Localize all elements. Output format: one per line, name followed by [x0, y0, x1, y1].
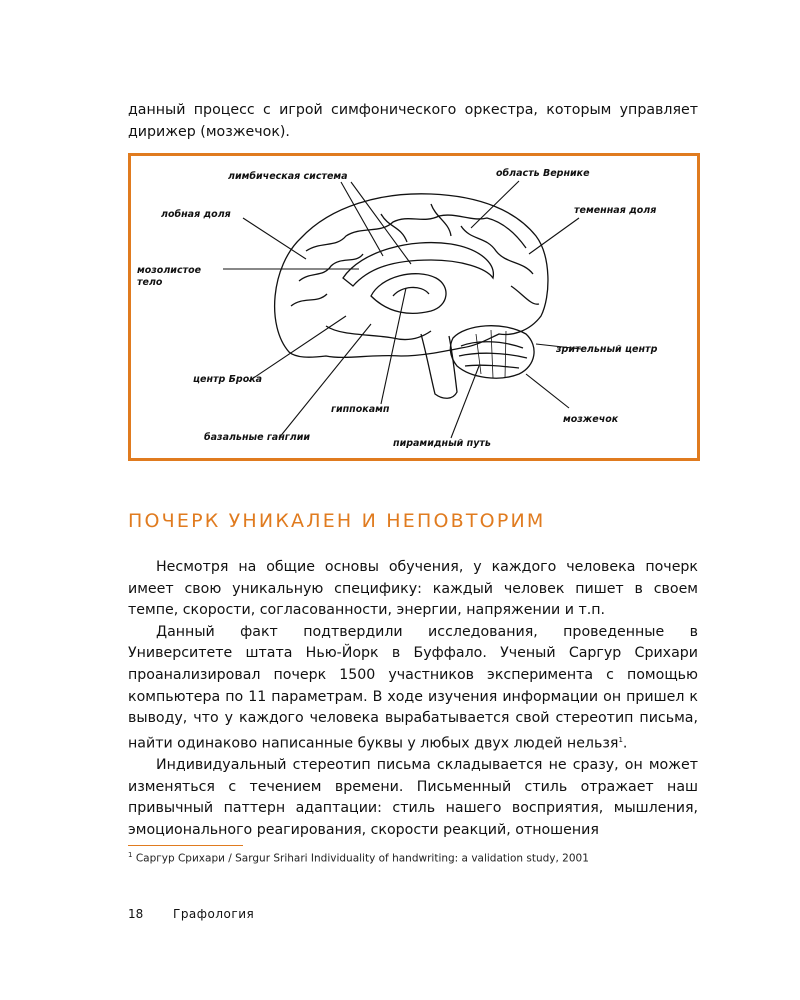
paragraph-2-end: . [622, 735, 628, 752]
label-cerebellum: мозжечок [563, 414, 619, 425]
label-wernicke-area: область Верникe [496, 168, 590, 179]
footnote-divider [128, 845, 243, 846]
paragraph-2-text: Данный факт подтвердили исследования, проведенные в Университете штата Нью-Йорк в Буффало. Ученый Саргур Срихари проанализировал почерк 1500 участников эксперимента с помощью компьютера по 11 параметрам. В ходе изучения информации он пришел к выводу, что у каждого человека вырабатывается свой стереотип письма, найти одинаково написанные буквы у любых двух людей нельзя [128, 623, 698, 752]
paragraph-3: Индивидуальный стереотип письма складывается не сразу, он может изменяться с течением времени. Письменный стиль отражает наш привычный паттерн адаптации: стиль нашего восприятия, мышления, эмоционального реагирования, скорости реакций, отношения [128, 757, 698, 838]
label-limbic-system: лимбическая система [228, 171, 348, 182]
label-broca-center: центр Брока [193, 374, 263, 385]
label-hippocampus: гиппокамп [331, 404, 390, 415]
label-basal-ganglia: базальные ганглии [204, 432, 311, 443]
label-corpus-callosum-2: тело [137, 277, 163, 288]
running-title: Графология [173, 907, 255, 921]
paragraph-2 [128, 622, 698, 755]
footnote-reference[interactable]: 1 [618, 735, 623, 744]
brainstem [421, 334, 457, 398]
intro-paragraph: данный процесс с игрой симфонического оркестра, которым управляет дирижер (мозжечок). [128, 102, 698, 140]
footnote-text: Саргур Срихари / Sargur Srihari Individuality of handwriting: a validation study, 2001 [135, 852, 589, 865]
label-parietal-lobe: теменная доля [574, 205, 657, 216]
label-visual-center: зрительный центр [556, 344, 658, 355]
footnote [128, 851, 589, 865]
corpus-callosum [343, 243, 493, 286]
page-number: 18 [128, 907, 144, 921]
label-pyramidal-tract: пирамидный путь [393, 438, 491, 449]
section-heading: ПОЧЕРК УНИКАЛЕН И НЕПОВТОРИМ [128, 510, 546, 532]
label-frontal-lobe: лобная доля [161, 209, 231, 220]
footnote-marker: 1 [128, 851, 133, 859]
paragraph-1: Несмотря на общие основы обучения, у каждого человека почерк имеет свою уникальную специфику: каждый человек пишет в своем темпе, скорости, согласованности, энергии, напряжении и т.п. [128, 559, 698, 619]
brain-illustration [131, 156, 697, 458]
body-text [128, 557, 698, 841]
brain-figure [128, 153, 700, 461]
label-corpus-callosum-1: мозолистое [137, 265, 202, 276]
